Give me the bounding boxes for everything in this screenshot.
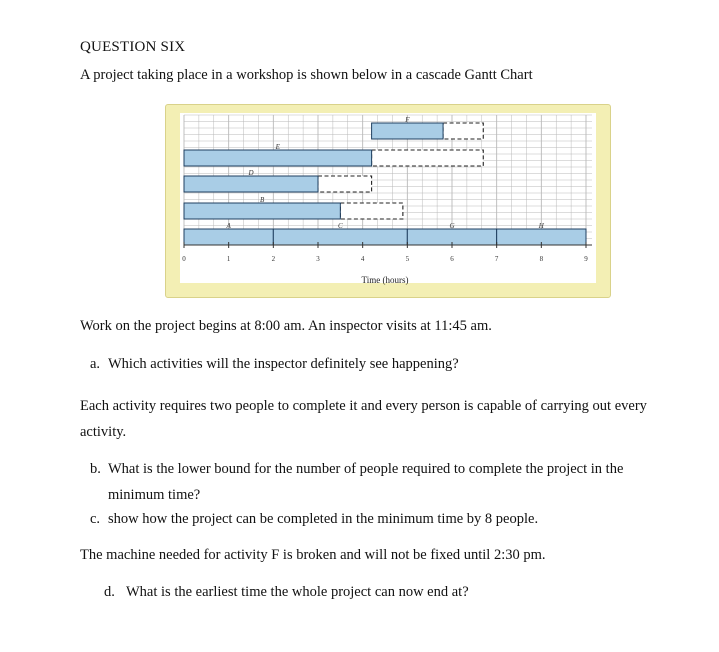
question-intro: A project taking place in a workshop is shown below in a cascade Gantt Chart [80,67,533,83]
x-tick-label: 8 [539,255,544,263]
x-tick-label: 4 [360,255,365,263]
question-c-label: c. [90,511,101,527]
question-b [90,456,690,508]
x-axis-label: Time (hours) [361,275,409,285]
question-b-label: b. [90,461,101,477]
question-b-text-line1: What is the lower bound for the number of people required to complete the project in the [108,461,624,477]
activity-label-c: C [337,222,343,230]
activity-label-e: E [275,143,280,151]
question-b-text-line2: minimum time? [108,487,201,503]
activity-label-b: B [260,196,265,204]
question-a-label: a. [90,356,101,372]
question-d-label: d. [104,584,115,600]
activity-bar-d [184,176,318,192]
question-c [90,510,538,528]
paragraph-start-time: Work on the project begins at 8:00 am. An inspector visits at 11:45 am. [80,318,492,334]
activity-label-a: A [226,222,231,230]
activity-label-f: F [405,116,410,124]
paragraph-machine: The machine needed for activity F is broken and will not be fixed until 2:30 pm. [80,547,546,563]
x-tick-label: 7 [494,255,499,263]
float-box-f [443,123,483,139]
x-tick-label: 3 [316,255,320,263]
x-tick-label: 1 [226,255,231,263]
float-box-e [372,150,484,166]
gantt-chart [166,105,610,297]
activity-bar-e [184,150,372,166]
question-d [104,583,469,601]
float-box-b [340,203,403,219]
x-tick-label: 2 [271,255,276,263]
x-tick-label: 6 [450,255,454,263]
question-title: QUESTION SIX [80,39,186,55]
question-c-text: show how the project can be completed in the minimum time by 8 people. [108,511,539,527]
x-tick-label: 9 [584,255,588,263]
activity-label-g: G [449,222,455,230]
activity-bar-f [372,123,443,139]
gantt-chart-frame [165,104,611,298]
activity-bar-b [184,203,340,219]
question-d-text: What is the earliest time the whole project can now end at? [126,584,469,600]
paragraph-people: Each activity requires two people to complete it and every person is capable of carrying out every activity. [80,398,647,440]
x-tick-label: 5 [405,255,410,263]
activity-label-d: D [248,169,254,177]
question-a [90,355,459,373]
question-a-text: Which activities will the inspector definitely see happening? [108,356,459,372]
float-box-d [318,176,372,192]
activity-label-h: H [538,222,544,230]
activity-bar-c [273,229,407,245]
x-tick-label: 0 [182,255,186,263]
